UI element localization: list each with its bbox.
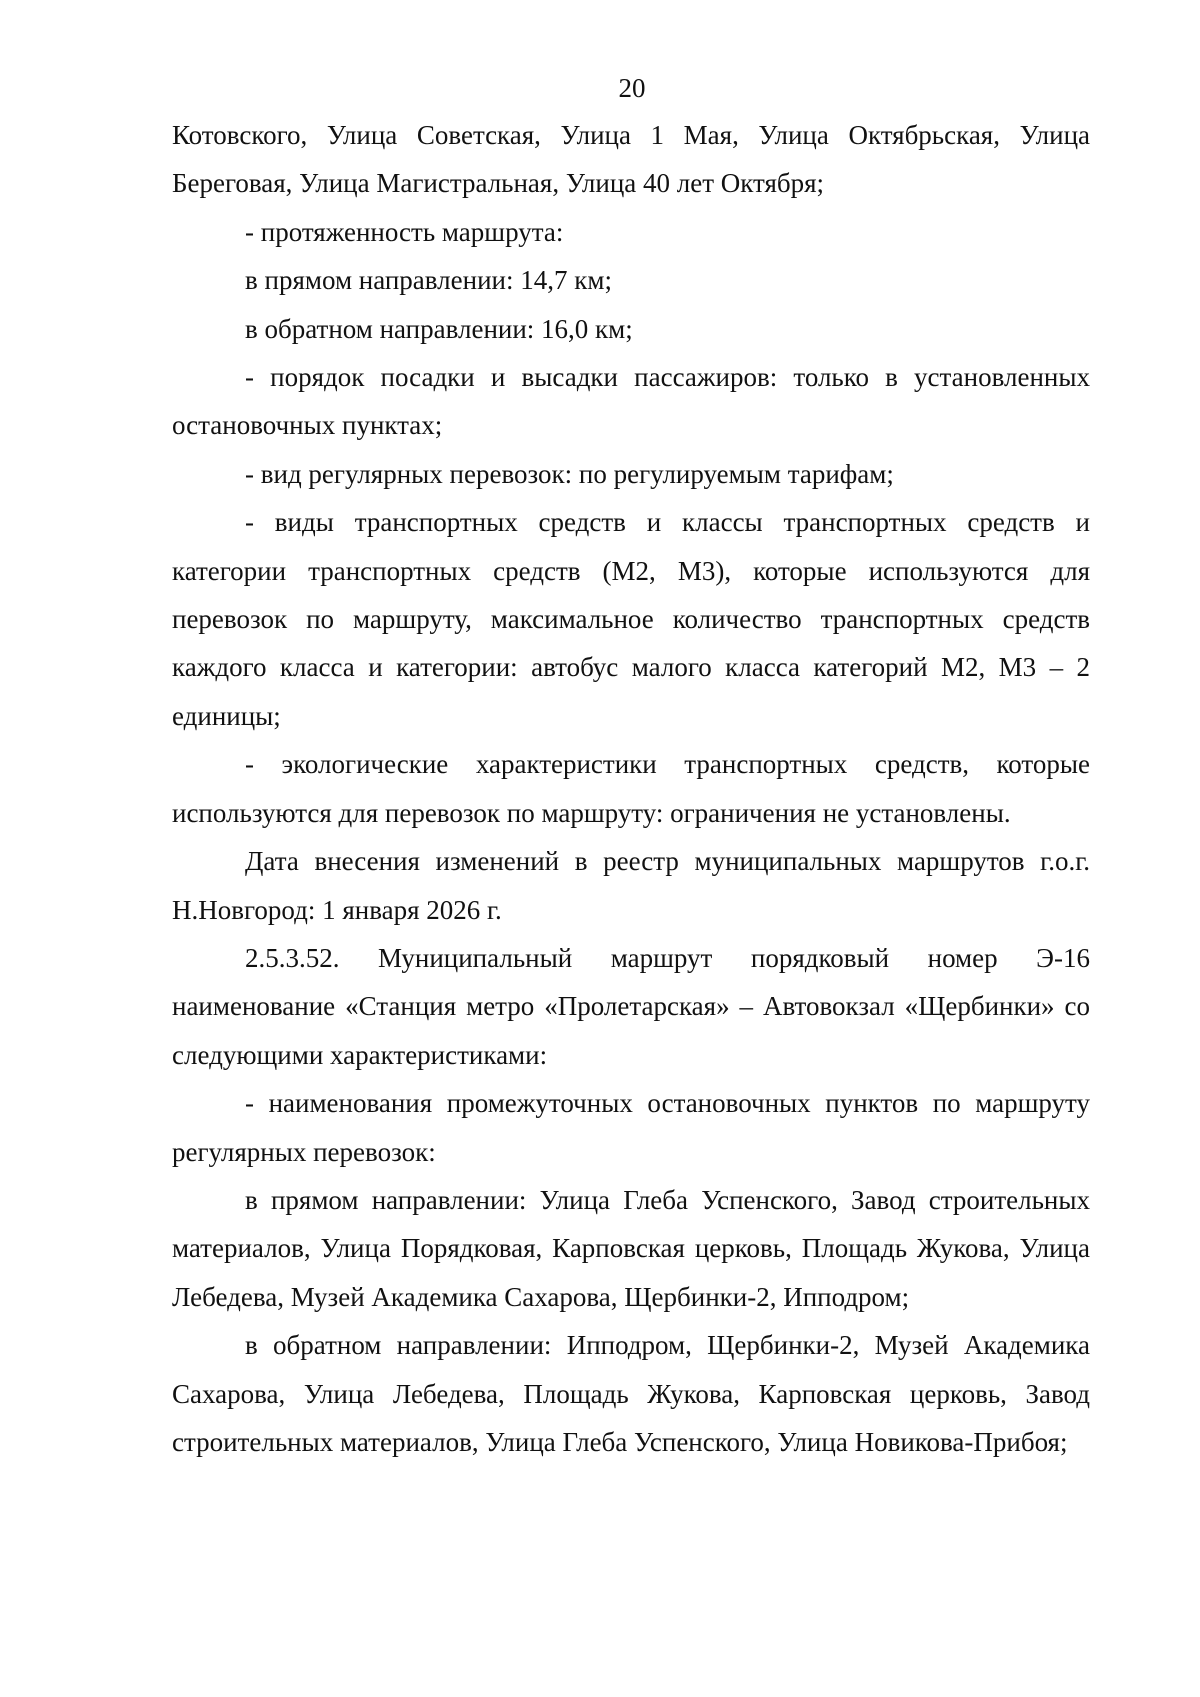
paragraph: - экологические характеристики транспортных средств, которые используются для перевозок по маршруту: ограничения не установлены. (172, 749, 1090, 828)
paragraph: в прямом направлении: 14,7 км; (245, 265, 612, 296)
paragraph: в обратном направлении: Ипподром, Щербинки-2, Музей Академика Сахарова, Улица Лебедева, Площадь Жукова, Карповская церковь, Завод строительных материалов, Улица Глеба Успенского, Улица Новикова-Прибоя; (172, 1330, 1090, 1457)
paragraph: 2.5.3.52. Муниципальный маршрут порядковый номер Э-16 наименование «Станция метро «Пролетарская» – Автовокзал «Щербинки» со следующими характеристиками: (172, 942, 1090, 1070)
paragraph: в обратном направлении: 16,0 км; (245, 313, 633, 344)
paragraph: - порядок посадки и высадки пассажиров: только в установленных остановочных пунктах; (172, 362, 1090, 441)
paragraph: Котовского, Улица Советская, Улица 1 Мая, Улица Октябрьская, Улица Береговая, Улица Магистральная, Улица 40 лет Октября; (172, 120, 1090, 199)
paragraph: - наименования промежуточных остановочных пунктов по маршруту регулярных перевозок: (172, 1088, 1090, 1167)
document-body (172, 111, 1090, 1466)
paragraph: Дата внесения изменений в реестр муниципальных маршрутов г.о.г. Н.Новгород: 1 января 2026 г. (172, 846, 1090, 925)
paragraph: - виды транспортных средств и классы транспортных средств и категории транспортных средств (М2, М3), которые используются для перевозок по маршруту, максимальное количество транспортных средств каждого класса и категории: автобус малого класса категорий М2, М3 – 2 единицы; (172, 507, 1090, 731)
paragraph: в прямом направлении: Улица Глеба Успенского, Завод строительных материалов, Улица Порядковая, Карповская церковь, Площадь Жукова, Улица Лебедева, Музей Академика Сахарова, Щербинки-2, Ипподром; (172, 1184, 1090, 1312)
paragraph: - вид регулярных перевозок: по регулируемым тарифам; (245, 458, 894, 489)
page-number: 20 (618, 73, 646, 103)
paragraph: - протяженность маршрута: (245, 216, 564, 247)
